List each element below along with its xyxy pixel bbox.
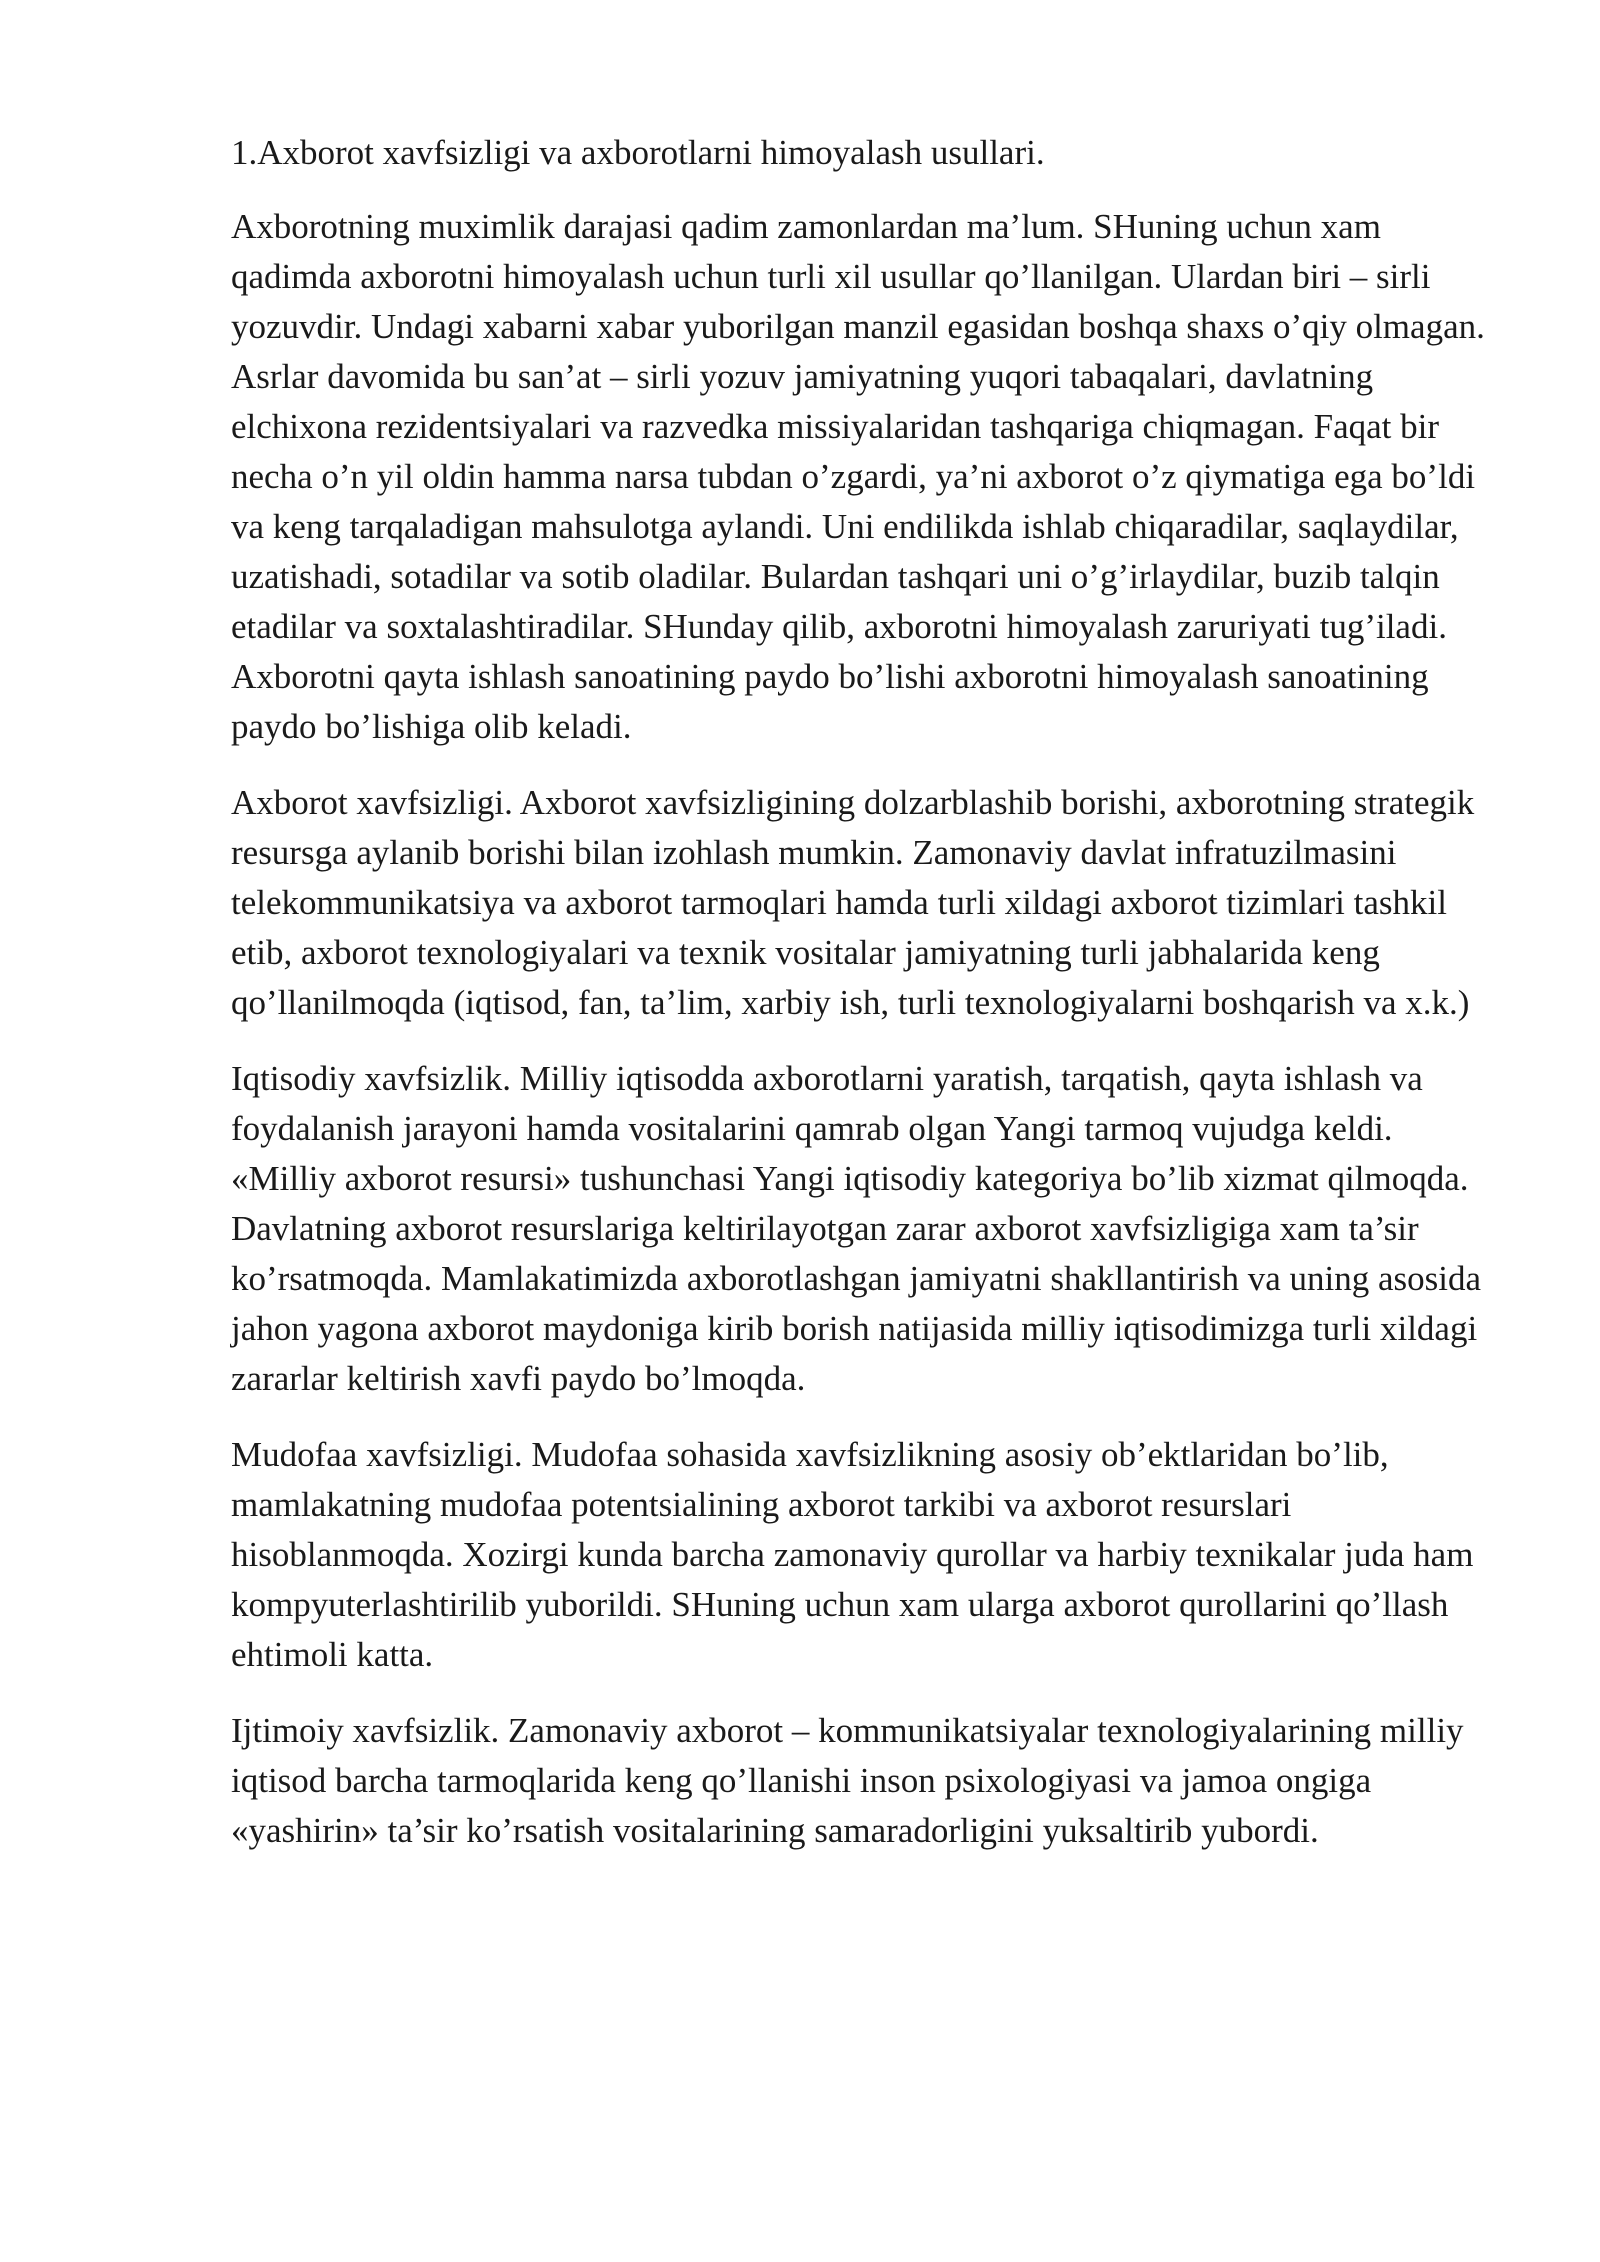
paragraph-economic-security: Iqtisodiy xavfsizlik. Milliy iqtisodda axborotlarni yaratish, tarqatish, qayta ishlash va foydalanish jarayoni hamda vositalarini qamrab olgan Yangi tarmoq vujudga keldi. «Milliy axborot resursi» tushunchasi Yangi iqtisodiy kategoriya bo’lib xizmat qilmoqda. Davlatning axborot resurslariga keltirilayotgan zarar axborot xavfsizligiga xam ta’sir ko’rsatmoqda. Mamlakatimizda axborotlashgan jamiyatni shakllantirish va uning asosida jahon yagona axborot maydoniga kirib borish natijasida milliy iqtisodimizga turli xildagi zararlar keltirish xavfi paydo bo’lmoqda. [231, 1059, 1481, 1398]
paragraph-information-security: Axborot xavfsizligi. Axborot xavfsizligining dolzarblashib borishi, axborotning strategik resursga aylanib borishi bilan izohlash mumkin. Zamonaviy davlat infratuzilmasini telekommunikatsiya va axborot tarmoqlari hamda turli xildagi axborot tizimlari tashkil etib, axborot texnologiyalari va texnik vositalar jamiyatning turli jabhalarida keng qo’llanilmoqda (iqtisod, fan, ta’lim, xarbiy ish, turli texnologiyalarni boshqarish va x.k.) [231, 783, 1475, 1022]
paragraph-social-security: Ijtimoiy xavfsizlik. Zamonaviy axborot – kommunikatsiyalar texnologiyalarining milliy iqtisod barcha tarmoqlarida keng qo’llanishi inson psixologiyasi va jamoa ongiga «yashirin» ta’sir ko’rsatish vositalarining samaradorligini yuksaltirib yubordi. [231, 1711, 1464, 1850]
document-body [231, 128, 1501, 1882]
document-heading: 1.Axborot xavfsizligi va axborotlarni himoyalash usullari. [231, 133, 1045, 172]
paragraph-history: Axborotning muximlik darajasi qadim zamonlardan ma’lum. SHuning uchun xam qadimda axborotni himoyalash uchun turli xil usullar qo’llanilgan. Ulardan biri – sirli yozuvdir. Undagi xabarni xabar yuborilgan manzil egasidan boshqa shaxs o’qiy olmagan. Asrlar davomida bu san’at – sirli yozuv jamiyatning yuqori tabaqalari, davlatning elchixona rezidentsiyalari va razvedka missiyalaridan tashqariga chiqmagan. Faqat bir necha o’n yil oldin hamma narsa tubdan o’zgardi, ya’ni axborot o’z qiymatiga ega bo’ldi va keng tarqaladigan mahsulotga aylandi. Uni endilikda ishlab chiqaradilar, saqlaydilar, uzatishadi, sotadilar va sotib oladilar. Bulardan tashqari uni o’g’irlaydilar, buzib talqin etadilar va soxtalashtiradilar. SHunday qilib, axborotni himoyalash zaruriyati tug’iladi. Axborotni qayta ishlash sanoatining paydo bo’lishi axborotni himoyalash sanoatining paydo bo’lishiga olib keladi. [231, 207, 1485, 746]
paragraph-defense-security: Mudofaa xavfsizligi. Mudofaa sohasida xavfsizlikning asosiy ob’ektlaridan bo’lib, mamlakatning mudofaa potentsialining axborot tarkibi va axborot resurslari hisoblanmoqda. Xozirgi kunda barcha zamonaviy qurollar va harbiy texnikalar juda ham kompyuterlashtirilib yuborildi. SHuning uchun xam ularga axborot qurollarini qo’llash ehtimoli katta. [231, 1435, 1474, 1674]
